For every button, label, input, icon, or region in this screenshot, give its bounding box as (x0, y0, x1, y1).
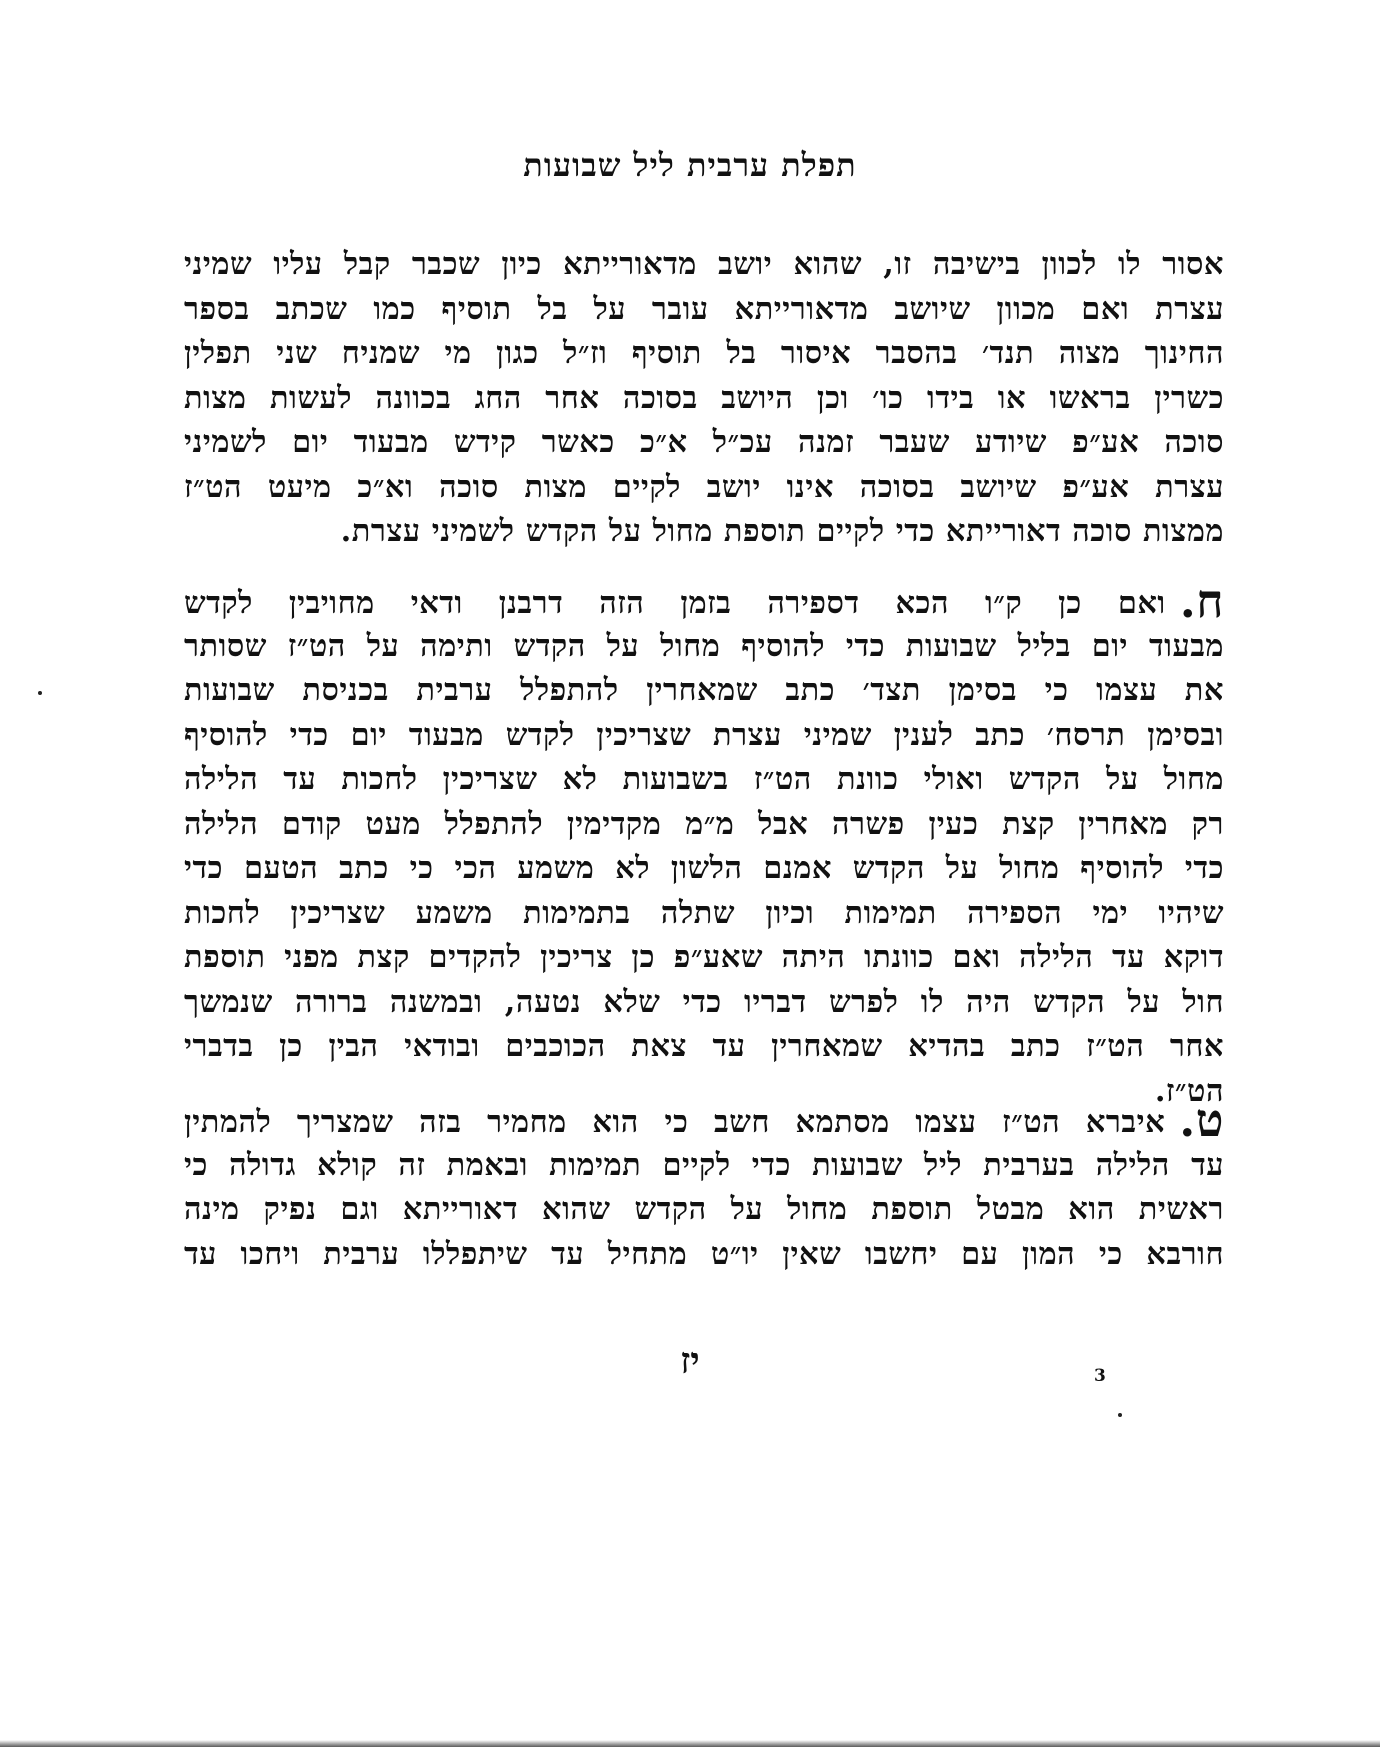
paragraph-line (184, 1093, 1224, 1147)
scan-speck (38, 691, 42, 695)
signature-mark: 3 (1094, 1366, 1106, 1386)
paragraph-3 (184, 1093, 1224, 1276)
paragraph-line: סוכה אע״פ שיודע שעבר זמנה עכ״ל א״כ כאשר קידש מבעוד יום לשמיני (184, 424, 1224, 460)
paragraph-line: עד הלילה בערבית ליל שבועות כדי לקיים תמימות ובאמת זה קולא גדולה כי (184, 1146, 1224, 1183)
paragraph-line: החינוך מצוה תנד׳ בהסבר איסור בל תוסיף וז״ל כגון מי שמניח שני תפלין (184, 335, 1224, 371)
paragraph-line: מבעוד יום בליל שבועות כדי להוסיף מחול על הקדש ותימה על הט״ז שסותר (184, 627, 1224, 664)
paragraph-line (184, 574, 1224, 628)
paragraph-line: חול על הקדש היה לו לפרש דבריו כדי שלא נטעה, ובמשנה ברורה שנמשך (184, 983, 1224, 1020)
paragraph-line: אסור לו לכוון בישיבה זו, שהוא יושב מדאורייתא כיון שכבר קבל עליו שמיני (184, 246, 1224, 282)
section-marker: ט. (1179, 1093, 1224, 1147)
paragraph-line: ממצות סוכה דאורייתא כדי לקיים תוספת מחול על הקדש לשמיני עצרת. (340, 513, 1224, 549)
scan-speck (1118, 1413, 1122, 1417)
paragraph-line: אחר הט״ז כתב בהדיא שמאחרין עד צאת הכוכבים ובודאי הבין כן בדברי (184, 1028, 1224, 1064)
paragraph-line-text: ואם כן ק״ו הכא דספירה בזמן הזה דרבנן ודאי מחויבין לקדש (184, 585, 1166, 621)
page-title: תפלת ערבית ליל שבועות (523, 146, 857, 184)
paragraph-line-text: איברא הט״ז עצמו מסתמא חשב כי הוא מחמיר בזה שמצריך להמתין (184, 1104, 1166, 1140)
paragraph-line: חורבא כי המון עם יחשבו שאין יו״ט מתחיל עד שיתפללו ערבית ויחכו עד (184, 1235, 1224, 1272)
paragraph-line: עצרת ואם מכוון שיושב מדאורייתא עובר על בל תוסיף כמו שכתב בספר (184, 290, 1224, 327)
page-number: יז (680, 1340, 700, 1382)
paragraph-line: כשרין בראשו או בידו כו׳ וכן היושב בסוכה אחר החג בכוונה לעשות מצות (184, 379, 1224, 416)
paragraph-line: דוקא עד הלילה ואם כוונתו היתה שאע״פ כן צריכין להקדים קצת מפני תוספת (184, 939, 1224, 975)
section-marker: ח. (1179, 574, 1224, 628)
paragraph-line: עצרת אע״פ שיושב בסוכה אינו יושב לקיים מצות סוכה וא״כ מיעט הט״ז (184, 468, 1224, 505)
paragraph-2 (184, 574, 1224, 1113)
paragraph-line: ובסימן תרסח׳ כתב לענין שמיני עצרת שצריכין לקדש מבעוד יום כדי להוסיף (184, 716, 1224, 753)
paragraph-line: שיהיו ימי הספירה תמימות וכיון שתלה בתמימות משמע שצריכין לחכות (184, 894, 1224, 931)
paragraph-line: מחול על הקדש ואולי כוונת הט״ז בשבועות לא שצריכין לחכות עד הלילה (184, 761, 1224, 797)
paragraph-line: רק מאחרין קצת כעין פשרה אבל מ״מ מקדימין להתפלל מעט קודם הלילה (184, 805, 1224, 842)
paragraph-line: הט״ז. (1154, 1072, 1224, 1109)
paragraph-line: ראשית הוא מבטל תוספת מחול על הקדש שהוא דאורייתא וגם נפיק מינה (184, 1191, 1224, 1227)
paragraph-line: את עצמו כי בסימן תצד׳ כתב שמאחרין להתפלל ערבית בכניסת שבועות (184, 672, 1224, 708)
scan-edge (0, 1740, 1380, 1747)
paragraph-1 (184, 242, 1224, 554)
paragraph-line: כדי להוסיף מחול על הקדש אמנם הלשון לא משמע הכי כי כתב הטעם כדי (184, 850, 1224, 886)
